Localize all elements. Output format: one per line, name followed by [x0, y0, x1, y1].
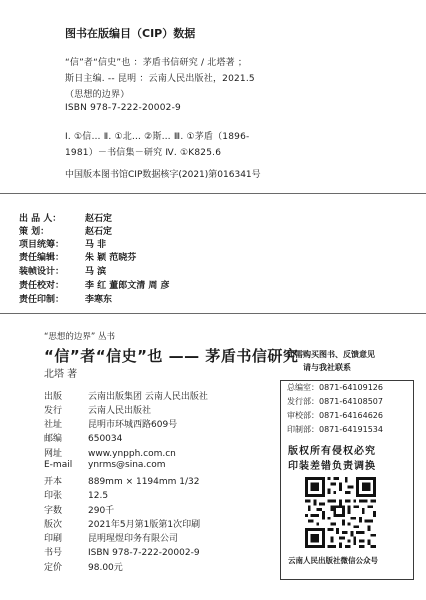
- info-row: [44, 488, 108, 501]
- phone-label: 审校部：: [287, 411, 319, 420]
- info-row: [44, 403, 151, 416]
- cip-line: ISBN 978-7-222-20002-9: [65, 103, 181, 113]
- author: 北塔 著: [44, 369, 78, 380]
- credit-label: 项目统筹：: [19, 240, 65, 250]
- credit-value: 赵石定: [85, 214, 113, 224]
- info-row: [44, 460, 166, 470]
- credit-row: [19, 237, 106, 250]
- credit-label: 责任印制：: [19, 295, 65, 305]
- cip-line: “信”者“信史”也 ：茅盾书信研究 / 北塔著 ；: [65, 58, 248, 68]
- info-value: 2021年5月第1版第1次印刷: [88, 520, 201, 530]
- credit-row: [19, 278, 170, 291]
- info-value: ISBN 978-7-222-20002-9: [88, 548, 200, 558]
- credit-row: [19, 211, 112, 224]
- info-key: E-mail: [44, 460, 73, 470]
- info-value: 昆明市环城西路609号: [88, 420, 178, 430]
- series-name: “思想的边界” 丛书: [44, 332, 116, 342]
- cip-line: 1981）－书信集－研究 Ⅳ. ①K825.6: [65, 148, 222, 158]
- contact-intro: 请与我社联系: [303, 363, 351, 372]
- info-value: 889mm × 1194mm 1/32: [88, 477, 200, 487]
- info-value: 12.5: [88, 491, 109, 501]
- phone-number: 0871-64164626: [319, 411, 383, 420]
- info-value: 云南出版集团 云南人民出版社: [88, 392, 208, 402]
- divider: [0, 313, 426, 314]
- phone-label: 总编室：: [287, 383, 319, 392]
- divider: [0, 193, 426, 194]
- qr-caption: 云南人民出版社微信公众号: [288, 556, 378, 565]
- credit-value: 李寒东: [85, 295, 113, 305]
- phone-row: [287, 396, 383, 407]
- info-value: 650034: [88, 434, 123, 444]
- credit-value: 赵石定: [85, 227, 113, 237]
- info-key: 书号: [44, 548, 63, 558]
- cip-line: （思想的边界）: [65, 90, 130, 100]
- info-key: 社址: [44, 420, 63, 430]
- info-value: www.ynpph.com.cn: [88, 449, 176, 459]
- phone-row: [287, 424, 383, 435]
- info-key: 定价: [44, 563, 63, 573]
- info-value: 290千: [88, 506, 115, 516]
- info-row: [44, 517, 200, 530]
- info-key: 邮编: [44, 434, 63, 444]
- phone-row: [287, 382, 383, 393]
- info-key: 开本: [44, 477, 63, 487]
- phone-number: 0871-64109126: [319, 383, 383, 392]
- info-key: 发行: [44, 406, 63, 416]
- phone-label: 发行部：: [287, 397, 319, 406]
- info-key: 字数: [44, 506, 63, 516]
- info-row: [44, 389, 208, 402]
- copyright-notice: 版权所有侵权必究: [288, 446, 376, 457]
- info-row: [44, 417, 177, 430]
- info-row: [44, 503, 114, 516]
- info-row: [44, 474, 200, 487]
- credit-row: [19, 264, 106, 277]
- info-key: 出版: [44, 392, 63, 402]
- credit-label: 策 划：: [19, 227, 50, 237]
- credit-value: 马 非: [85, 240, 107, 250]
- credit-row: [19, 224, 112, 237]
- info-key: 网址: [44, 449, 63, 459]
- phone-label: 印制部：: [287, 425, 319, 434]
- credit-label: 装帧设计：: [19, 267, 65, 277]
- info-value: 云南人民出版社: [88, 406, 152, 416]
- phone-number: 0871-64108507: [319, 397, 383, 406]
- cip-line: Ⅰ. ①信… Ⅱ. ①北… ②斯… Ⅲ. ①茅盾（1896-: [65, 132, 250, 142]
- cip-line: 斯日主编. -- 昆明 ：云南人民出版社，2021.5: [65, 74, 255, 84]
- info-row: [44, 531, 178, 544]
- credit-label: 出 品 人：: [19, 214, 62, 224]
- credit-value: 马 滨: [85, 267, 107, 277]
- credit-label: 责任校对：: [19, 281, 65, 291]
- credit-value: 李 红 董郎文清 周 彦: [85, 281, 170, 291]
- credit-value: 朱 颖 范晓芬: [85, 253, 137, 263]
- info-row: [44, 446, 176, 459]
- info-row: [44, 560, 123, 573]
- phone-number: 0871-64191534: [319, 425, 383, 434]
- cip-title: 图书在版编目（CIP）数据: [65, 27, 196, 40]
- info-row: [44, 545, 200, 558]
- credit-row: [19, 292, 112, 305]
- book-title: “信”者“信史”也 —— 茅盾书信研究: [44, 347, 299, 365]
- info-value: 98.00元: [88, 563, 123, 573]
- qr-code-icon: [305, 477, 376, 548]
- credit-row: [19, 250, 136, 263]
- info-key: 版次: [44, 520, 63, 530]
- credit-label: 责任编辑：: [19, 253, 65, 263]
- info-value: 昆明瑆煜印务有限公司: [88, 534, 179, 544]
- cip-cn-number: 中国版本图书馆CIP数据核字(2021)第016341号: [65, 170, 261, 180]
- phone-row: [287, 410, 383, 421]
- info-value: ynrms@sina.com: [88, 460, 166, 470]
- info-key: 印张: [44, 491, 63, 501]
- info-key: 印刷: [44, 534, 63, 544]
- contact-intro: 如需购买图书、反馈意见: [287, 350, 375, 359]
- defect-notice: 印装差错负责调换: [288, 461, 376, 472]
- info-row: [44, 431, 122, 444]
